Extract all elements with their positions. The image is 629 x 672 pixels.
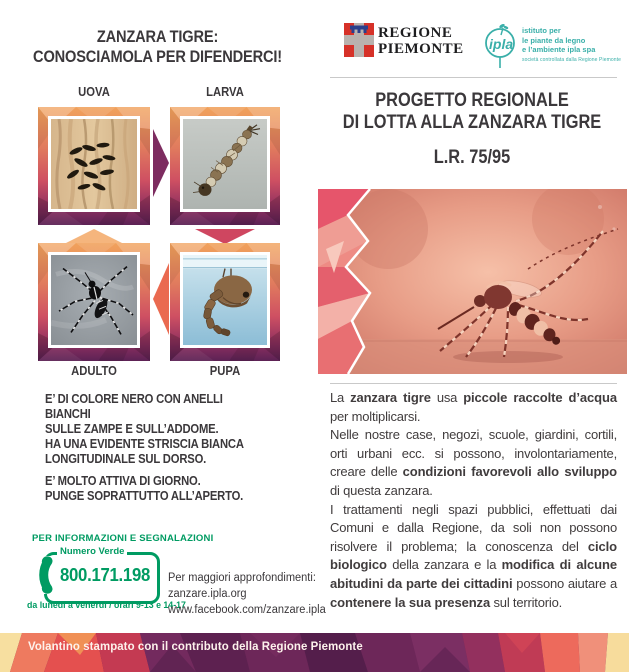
lifecycle-frame-uova (38, 107, 150, 225)
body-paragraph-3: I trattamenti negli spazi pubblici, effettuati dai Comuni e dalla Regione, da soli non possono risolvere il problema; la conoscenza del ciclo biologico della zanzara e la modifica di alcune abitudini da parte dei cittadini possono aiutare a contenere la sua presenza sul territorio. (330, 501, 617, 610)
arrow-left-icon (153, 263, 169, 335)
desc-line: SULLE ZAMPE E SULL’ADDOME. (45, 422, 219, 436)
adulto-photo (48, 252, 140, 348)
desc-line: E’ MOLTO ATTIVA DI GIORNO. (45, 474, 201, 488)
ipla-line2: le piante da legno (522, 35, 586, 45)
description-paragraph-2 (45, 474, 261, 504)
lifecycle-frame-adulto (38, 243, 150, 361)
mosquito-description (45, 392, 261, 511)
body-divider (330, 383, 617, 384)
info-label: PER INFORMAZIONI E SEGNALAZIONI (32, 533, 214, 544)
svg-text:ipla: ipla (489, 36, 514, 52)
regione-line1: REGIONE (378, 25, 453, 41)
description-paragraph-1 (45, 392, 261, 467)
stage-label-pupa: PUPA (209, 364, 241, 378)
website-link[interactable]: zanzare.ipla.org (168, 588, 247, 600)
stage-label-uova: UOVA (78, 85, 110, 99)
ipla-line3: e l’ambiente ipla spa (522, 45, 596, 54)
phone-number: 800.171.198 (60, 565, 151, 585)
mosquito-photo (318, 189, 627, 374)
desc-line: E’ DI COLORE NERO CON ANELLI BIANCHI (45, 392, 223, 421)
project-title-line2: DI LOTTA ALLA ZANZARA TIGRE (342, 110, 602, 133)
arrow-right-icon (153, 129, 169, 197)
regione-piemonte-logo-text (378, 25, 464, 57)
stage-label-adulto: ADULTO (71, 364, 117, 378)
regione-piemonte-shield-icon (344, 23, 374, 57)
facebook-link[interactable]: www.facebook.com/zanzare.ipla (168, 604, 326, 616)
ipla-line1: istituto per (522, 26, 561, 35)
phone-hours: da lunedì a venerdì / orari 9-13 e 14-17 (27, 600, 186, 610)
project-body-text (330, 389, 617, 612)
lifecycle-frame-pupa (170, 243, 280, 361)
stage-label-larva: LARVA (206, 85, 244, 99)
project-title-line1: PROGETTO REGIONALE (375, 89, 569, 111)
law-reference: L.R. 75/95 (433, 146, 511, 168)
desc-line: HA UNA EVIDENTE STRISCIA BIANCA (45, 437, 244, 451)
regione-line2: PIEMONTE (378, 41, 464, 57)
body-paragraph-2: Nelle nostre case, negozi, scuole, giardini, cortili, orti urbani ecc. si possono, involontariamente, creare delle condizioni favorevoli allo sviluppo di questa zanzara. (330, 427, 617, 498)
pupa-photo (180, 252, 270, 348)
footer-credit-text: Volantino stampato con il contributo della Regione Piemonte (28, 639, 363, 653)
header-divider (330, 77, 617, 78)
more-info-block (168, 570, 326, 618)
left-title-line1: ZANZARA TIGRE: (96, 27, 219, 46)
ipla-logo-text (522, 26, 621, 65)
ipla-subline: società controllata dalla Regione Piemonte (522, 56, 621, 63)
body-paragraph-1: La zanzara tigre usa piccole raccolte d’acqua per moltiplicarsi. (330, 390, 617, 424)
ipla-logo-icon (481, 22, 519, 68)
uova-photo (48, 116, 140, 212)
desc-line: PUNGE SOPRATTUTTO ALL’APERTO. (45, 489, 244, 503)
left-title-line2: CONOSCIAMOLA PER DIFENDERCI! (33, 46, 282, 66)
phone-icon (26, 556, 56, 594)
larva-photo (180, 116, 270, 212)
project-title (340, 90, 604, 133)
lifecycle-frame-larva (170, 107, 280, 225)
more-info-label: Per maggiori approfondimenti: (168, 572, 316, 584)
left-panel-title (22, 27, 293, 66)
arrow-down-icon (195, 229, 255, 244)
arrow-up-icon (64, 229, 124, 244)
desc-line: LONGITUDINALE SUL DORSO. (45, 452, 207, 466)
numero-verde-label: Numero Verde (57, 546, 127, 557)
